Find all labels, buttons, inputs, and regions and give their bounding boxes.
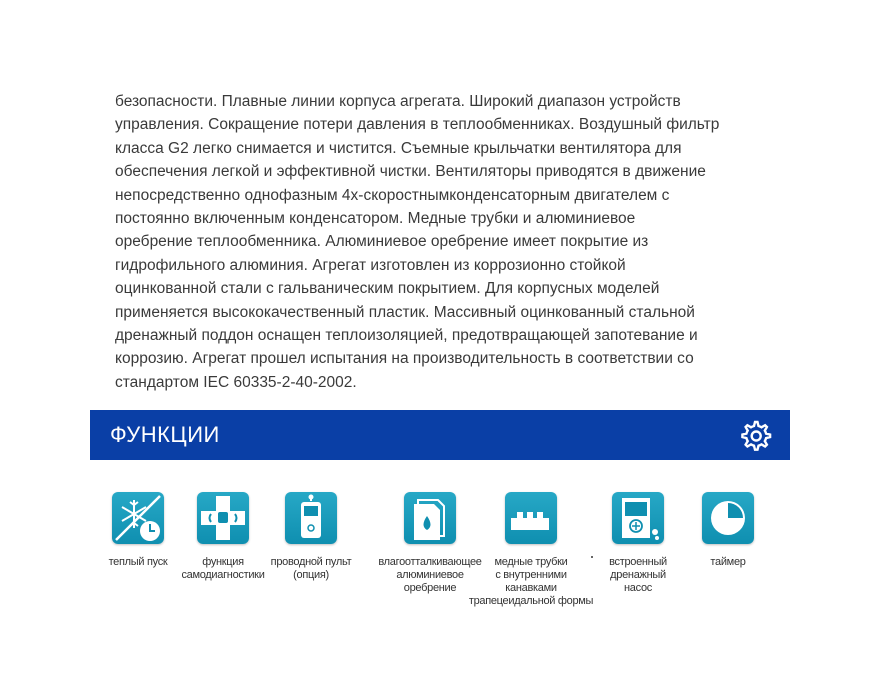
- description-text: безопасности. Плавные линии корпуса агрегата. Широкий диапазон устройств управления. Сокращение потери давления в теплообменниках. Воздушный фильтр класса G2 легко снимается и чистится. Съемные крыльчатки вентилятора для обеспечения легкой и эффективной чистки. Вентиляторы приводятся в движение непосредственно однофазным 4х-скоростнымконденсаторным двигателем с постоянно включенным конденсатором. Медные трубки и алюминиевое оребрение теплообменника. Алюминиевое оребрение имеет покрытие из гидрофильного алюминия. Агрегат изготовлен из коррозионно стойкой оцинкованной стали с гальваническим покрытием. Для корпусных моделей применяется высококачественный пластик. Массивный оцинкованный стальной дренажный поддон оснащен теплоизоляцией, предотвращающей запотевание и коррозию. Агрегат прошел испытания на производительность в соответствии со стандартом IEC 60335-2-40-2002.: [115, 93, 720, 391]
- snowflake-clock-icon: [112, 492, 164, 544]
- feature-drain-pump: [598, 492, 678, 595]
- feature-caption: таймер: [710, 556, 746, 568]
- feature-wired-remote: [266, 492, 356, 582]
- feature-caption: функция самодиагностики: [181, 556, 265, 581]
- feature-warm-start: [103, 492, 173, 569]
- gear-icon: [738, 419, 772, 453]
- functions-banner: [90, 410, 790, 460]
- drain-pump-icon: [612, 492, 664, 544]
- feature-timer: [693, 492, 763, 569]
- feature-self-diagnostics: [176, 492, 270, 582]
- wired-remote-icon: [285, 492, 337, 544]
- feature-caption: проводной пульт (опция): [270, 556, 352, 581]
- feature-copper-tubes: [468, 492, 594, 608]
- medical-cross-icon: [197, 492, 249, 544]
- water-drop-fins-icon: [404, 492, 456, 544]
- timer-icon: [702, 492, 754, 544]
- stray-dot: [591, 556, 593, 558]
- feature-caption: теплый пуск: [108, 556, 168, 568]
- copper-tubes-icon: [505, 492, 557, 544]
- banner-title: ФУНКЦИИ: [110, 422, 220, 447]
- feature-caption: влагоотталкивающее алюминиевое оребрение: [378, 556, 482, 594]
- feature-caption: встроенный дренажный насос: [609, 556, 667, 594]
- feature-caption: медные трубки с внутренними канавками трапецеидальной формы: [468, 556, 594, 607]
